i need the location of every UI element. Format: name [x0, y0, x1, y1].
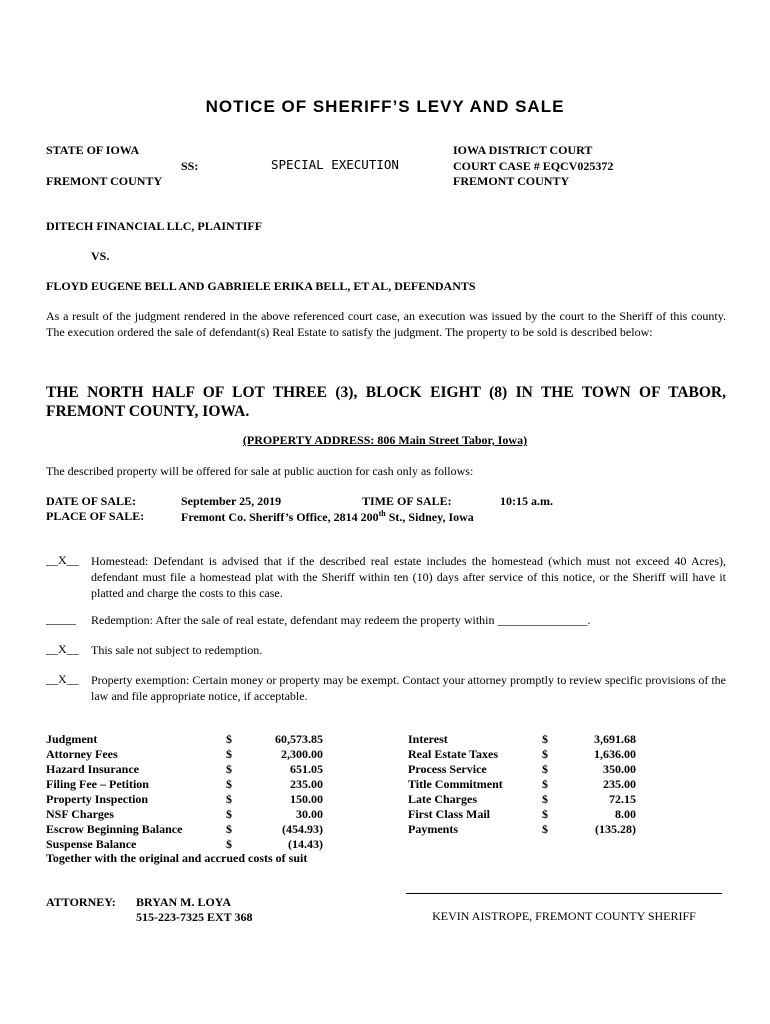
defendants: FLOYD EUGENE BELL AND GABRIELE ERIKA BELL, ET AL, DEFENDANTS: [46, 279, 476, 293]
fee-amount: 3,691.68: [594, 732, 636, 746]
fee-amount: 651.05: [290, 762, 323, 776]
court-name: IOWA DISTRICT COURT: [453, 143, 593, 157]
fee-amount: (135.28): [595, 822, 636, 836]
fee-amount: 72.15: [609, 792, 636, 806]
fee-currency: $: [542, 747, 548, 761]
court-county: FREMONT COUNTY: [453, 174, 570, 188]
property-address: (PROPERTY ADDRESS: 806 Main Street Tabor, Iowa): [242, 433, 528, 447]
time-of-sale-label: TIME OF SALE:: [362, 494, 452, 508]
county-label: FREMONT COUNTY: [46, 174, 163, 188]
court-case-number: COURT CASE # EQCV025372: [453, 159, 614, 173]
fee-amount: 235.00: [290, 777, 323, 791]
fee-amount: 350.00: [603, 762, 636, 776]
fee-amount: 1,636.00: [594, 747, 636, 761]
fee-amount: 150.00: [290, 792, 323, 806]
fee-amount: (14.43): [288, 837, 323, 851]
fee-currency: $: [542, 807, 548, 821]
fee-label: Title Commitment: [408, 777, 503, 791]
fee-label: Attorney Fees: [46, 747, 118, 761]
fee-label: Property Inspection: [46, 792, 149, 806]
fee-label: Process Service: [408, 762, 487, 776]
fee-currency: $: [226, 762, 232, 776]
fee-label: Hazard Insurance: [46, 762, 139, 776]
attorney-label: ATTORNEY:: [46, 895, 116, 909]
exemption-mark: __X__: [46, 672, 79, 686]
fee-label: First Class Mail: [408, 807, 490, 821]
fee-label: Escrow Beginning Balance: [46, 822, 183, 836]
fee-label: Suspense Balance: [46, 837, 137, 851]
fee-amount: 2,300.00: [281, 747, 323, 761]
fee-label: Interest: [408, 732, 448, 746]
legal-description: THE NORTH HALF OF LOT THREE (3), BLOCK EIGHT (8) IN THE TOWN OF TABOR, FREMONT COUNTY, IOWA.: [46, 384, 726, 420]
auction-text: The described property will be offered for sale at public auction for cash only as follows:: [46, 464, 474, 478]
fee-currency: $: [226, 822, 232, 836]
page-title: NOTICE OF SHERIFF’S LEVY AND SALE: [205, 97, 565, 116]
attorney-name: BRYAN M. LOYA: [136, 895, 232, 909]
fee-currency: $: [226, 807, 232, 821]
no-redemption-mark: __X__: [46, 642, 79, 656]
accrued-costs-note: Together with the original and accrued costs of suit: [46, 851, 308, 865]
fee-amount: 30.00: [296, 807, 323, 821]
fee-currency: $: [226, 792, 232, 806]
redemption-text: Redemption: After the sale of real estate, defendant may redeem the property within _______________.: [91, 613, 591, 627]
fee-amount: 8.00: [615, 807, 636, 821]
fee-label: Filing Fee – Petition: [46, 777, 149, 791]
homestead-text: Homestead: Defendant is advised that if the described real estate includes the homestead (which must not exceed 40 Acres), defendant must file a homestead plat with the Sheriff within ten (10) days after service of this notice, or the Sheriff will have it platted and charge the costs to this case.: [91, 554, 726, 600]
fee-label: Late Charges: [408, 792, 477, 806]
fee-label: Payments: [408, 822, 458, 836]
fee-label: Real Estate Taxes: [408, 747, 498, 761]
no-redemption-text: This sale not subject to redemption.: [91, 643, 263, 657]
state-label: STATE OF IOWA: [46, 143, 140, 157]
place-of-sale: Fremont Co. Sheriff’s Office, 2814 200th St., Sidney, Iowa: [181, 509, 474, 524]
fee-currency: $: [226, 732, 232, 746]
fee-currency: $: [226, 777, 232, 791]
fee-amount: 235.00: [603, 777, 636, 791]
fee-currency: $: [542, 822, 548, 836]
fee-currency: $: [542, 762, 548, 776]
attorney-phone: 515-223-7325 EXT 368: [136, 910, 253, 924]
fee-label: Judgment: [46, 732, 98, 746]
fee-currency: $: [226, 747, 232, 761]
fee-currency: $: [226, 837, 232, 851]
fee-currency: $: [542, 777, 548, 791]
plaintiff: DITECH FINANCIAL LLC, PLAINTIFF: [46, 219, 263, 233]
ss-label: SS:: [181, 159, 199, 173]
fee-amount: (454.93): [282, 822, 323, 836]
sheriff-name: KEVIN AISTROPE, FREMONT COUNTY SHERIFF: [432, 909, 696, 923]
exemption-text: Property exemption: Certain money or property may be exempt. Contact your attorney promptly to review specific provisions of the law and file appropriate notice, if acceptable.: [91, 673, 726, 703]
fee-amount: 60,573.85: [275, 732, 323, 746]
signature-line: [406, 893, 722, 894]
fee-currency: $: [542, 792, 548, 806]
redemption-mark: _____: [46, 612, 76, 626]
homestead-mark: __X__: [46, 553, 79, 567]
time-of-sale: 10:15 a.m.: [500, 494, 553, 508]
place-of-sale-label: PLACE OF SALE:: [46, 509, 145, 523]
special-execution-label: SPECIAL EXECUTION: [271, 157, 399, 172]
fee-currency: $: [542, 732, 548, 746]
intro-paragraph: As a result of the judgment rendered in the above referenced court case, an execution was issued by the court to the Sheriff of this county. The execution ordered the sale of defendant(s) Real Estate to satisfy the judgment. The property to be sold is described below:: [46, 309, 726, 339]
versus: VS.: [91, 249, 110, 263]
date-of-sale: September 25, 2019: [181, 494, 282, 508]
fee-label: NSF Charges: [46, 807, 114, 821]
date-of-sale-label: DATE OF SALE:: [46, 494, 137, 508]
